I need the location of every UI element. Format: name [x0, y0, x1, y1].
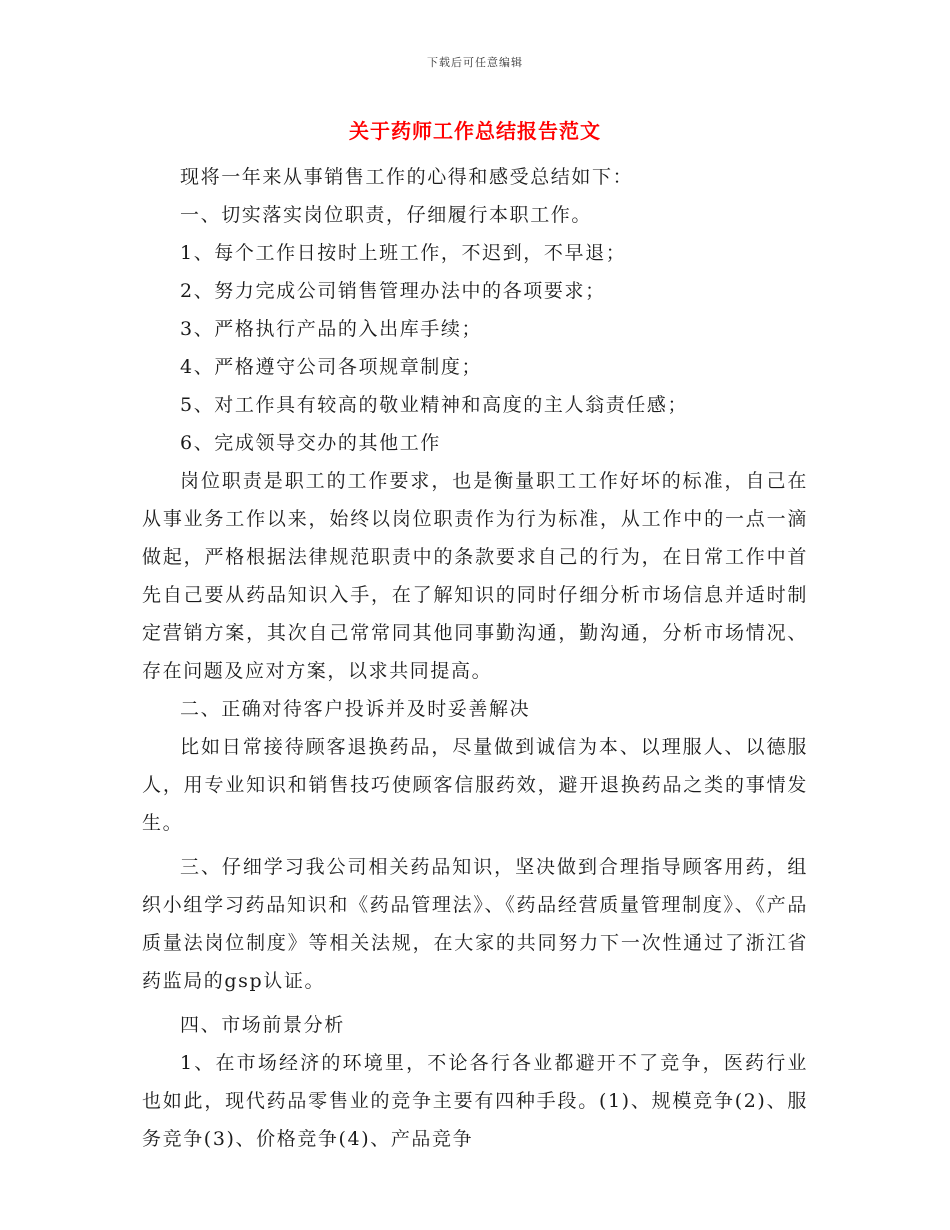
paragraph-item-6: 6、完成领导交办的其他工作: [180, 432, 441, 454]
paragraph-intro: 现将一年来从事销售工作的心得和感受总结如下：: [180, 166, 634, 188]
document-body: [142, 158, 808, 1158]
paragraph-item-1: 1、每个工作日按时上班工作，不迟到，不早退；: [180, 242, 627, 264]
paragraph-item-2: 2、努力完成公司销售管理办法中的各项要求；: [180, 280, 606, 302]
paragraph-item-5: 5、对工作具有较高的敬业精神和高度的主人翁责任感；: [180, 394, 689, 416]
paragraph-item-4: 4、严格遵守公司各项规章制度；: [180, 356, 483, 378]
paragraph-returns: 比如日常接待顾客退换药品，尽量做到诚信为本、以理服人、以德服人，用专业知识和销售技巧使顾客信服药效，避开退换药品之类的事情发生。: [142, 736, 808, 834]
paragraph-section-2-heading: 二、正确对待客户投诉并及时妥善解决: [180, 698, 531, 720]
paragraph-section-1-heading: 一、切实落实岗位职责，仔细履行本职工作。: [180, 204, 593, 226]
paragraph-section-4-heading: 四、市场前景分析: [180, 1014, 345, 1036]
paragraph-duties: 岗位职责是职工的工作要求，也是衡量职工工作好坏的标准，自己在从事业务工作以来，始终以岗位职责作为行为标准，从工作中的一点一滴做起，严格根据法律规范职责中的条款要求自己的行为，在日常工作中首先自己要从药品知识入手，在了解知识的同时仔细分析市场信息并适时制定营销方案，其次自己常常同其他同事勤沟通，勤沟通，分析市场情况、存在问题及应对方案，以求共同提高。: [142, 470, 808, 682]
page-header-note: 下载后可任意编辑: [427, 56, 523, 69]
document-title: 关于药师工作总结报告范文: [349, 119, 601, 143]
paragraph-section-3: 三、仔细学习我公司相关药品知识，坚决做到合理指导顾客用药，组织小组学习药品知识和《药品管理法》、《药品经营质量管理制度》、《产品质量法岗位制度》等相关法规，在大家的共同努力下一次性通过了浙江省药监局的gsp认证。: [142, 856, 808, 992]
paragraph-market-analysis: 1、在市场经济的环境里，不论各行各业都避开不了竞争，医药行业也如此，现代药品零售业的竞争主要有四种手段。(1)、规模竞争(2)、服务竞争(3)、价格竞争(4)、产品竞争: [142, 1052, 808, 1150]
paragraph-item-3: 3、严格执行产品的入出库手续；: [180, 318, 483, 340]
